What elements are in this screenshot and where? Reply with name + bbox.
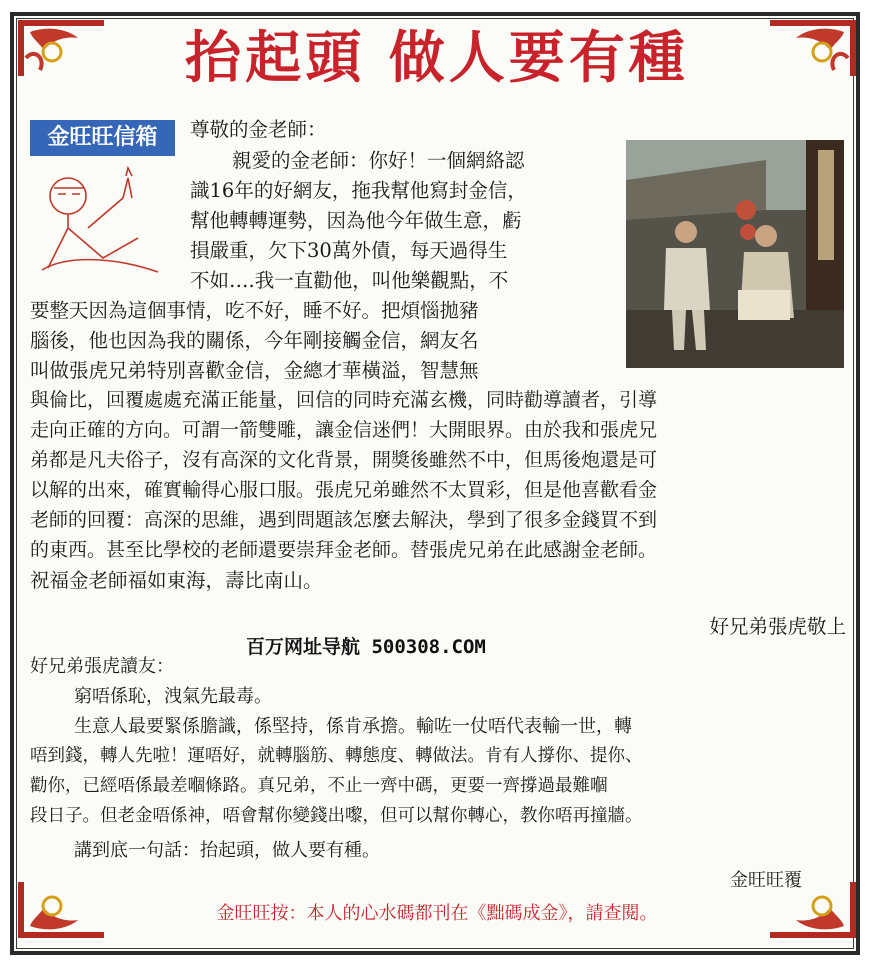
reply-salutation: 好兄弟張虎讀友： xyxy=(30,656,174,677)
letter-line: 走向正確的方向。可謂一箭雙雕，讓金信迷們！大開眼界。由於我和張虎兄 xyxy=(30,419,658,441)
letter-line: 弟都是凡夫俗子，沒有高深的文化背景，開獎後雖然不中，但馬後炮還是可 xyxy=(30,449,658,471)
reply-line: 生意人最要緊係膽識，係堅持，係肯承擔。輸咗一仗唔代表輸一世，轉 xyxy=(74,716,632,737)
letter-line: 要整天因為這個事情，吃不好，睡不好。把煩惱拋豬 xyxy=(30,299,479,322)
reply-line: 唔到錢，轉人先啦！運唔好，就轉腦筋、轉態度、轉做法。肯有人撐你、提你、 xyxy=(30,746,643,766)
letter-line: 腦後，他也因為我的關係，今年剛接觸金信，網友名 xyxy=(30,329,479,352)
letter-line: 幫他轉轉運勢，因為他今年做生意，虧 xyxy=(190,209,522,232)
letter-line: 的東西。甚至比學校的老師還要崇拜金老師。替張虎兄弟在此感謝金老師。 xyxy=(30,539,658,561)
letter-signature: 好兄弟張虎敬上 xyxy=(709,615,846,638)
letter-line: 老師的回覆：高深的思維，遇到問題該怎麼去解決，學到了很多金錢買不到 xyxy=(30,509,658,531)
letter-line: 祝福金老師福如東海，壽比南山。 xyxy=(30,569,323,592)
reply-line: 勸你，已經唔係最差嗰條路。真兄弟，不止一齊中碼，更要一齊撐過最難嗰 xyxy=(30,776,608,796)
letter-salutation: 尊敬的金老師： xyxy=(190,118,327,141)
letter-line: 叫做張虎兄弟特別喜歡金信，金總才華橫溢，智慧無 xyxy=(30,359,479,382)
letter-line: 不如….我一直勸他，叫他樂觀點，不 xyxy=(190,269,509,292)
reply-line: 窮唔係恥，洩氣先最毒。 xyxy=(74,686,272,707)
letter-line: 親愛的金老師：你好！一個網絡認 xyxy=(232,149,525,172)
watermark-text: 百万网址导航 500308.COM xyxy=(246,636,486,658)
reply-line: 講到底一句話：抬起頭，做人要有種。 xyxy=(74,840,380,861)
article-title: 抬起頭 做人要有種 xyxy=(185,25,689,91)
footer-note: 金旺旺按：本人的心水碼都刊在《黜碼成金》，請查閱。 xyxy=(216,903,658,924)
letter-line: 識16年的好網友，拖我幫他寫封金信， xyxy=(190,179,527,202)
column-badge: 金旺旺信箱 xyxy=(30,120,175,156)
letter-line: 損嚴重，欠下30萬外債，每天過得生 xyxy=(190,239,508,262)
reply-line: 段日子。但老金唔係神，唔會幫你變錢出嚟，但可以幫你轉心，教你唔再撞牆。 xyxy=(30,806,643,826)
reply-signature: 金旺旺覆 xyxy=(730,870,802,891)
letter-line: 與倫比，回覆處處充滿正能量，回信的同時充滿玄機，同時勸導讀者，引導 xyxy=(30,389,658,411)
photo-two-men-talking xyxy=(626,140,844,368)
columnist-sketch-icon xyxy=(28,158,178,278)
letter-line: 以解的出來，確實輸得心服口服。張虎兄弟雖然不太買彩，但是他喜歡看金 xyxy=(30,479,658,501)
